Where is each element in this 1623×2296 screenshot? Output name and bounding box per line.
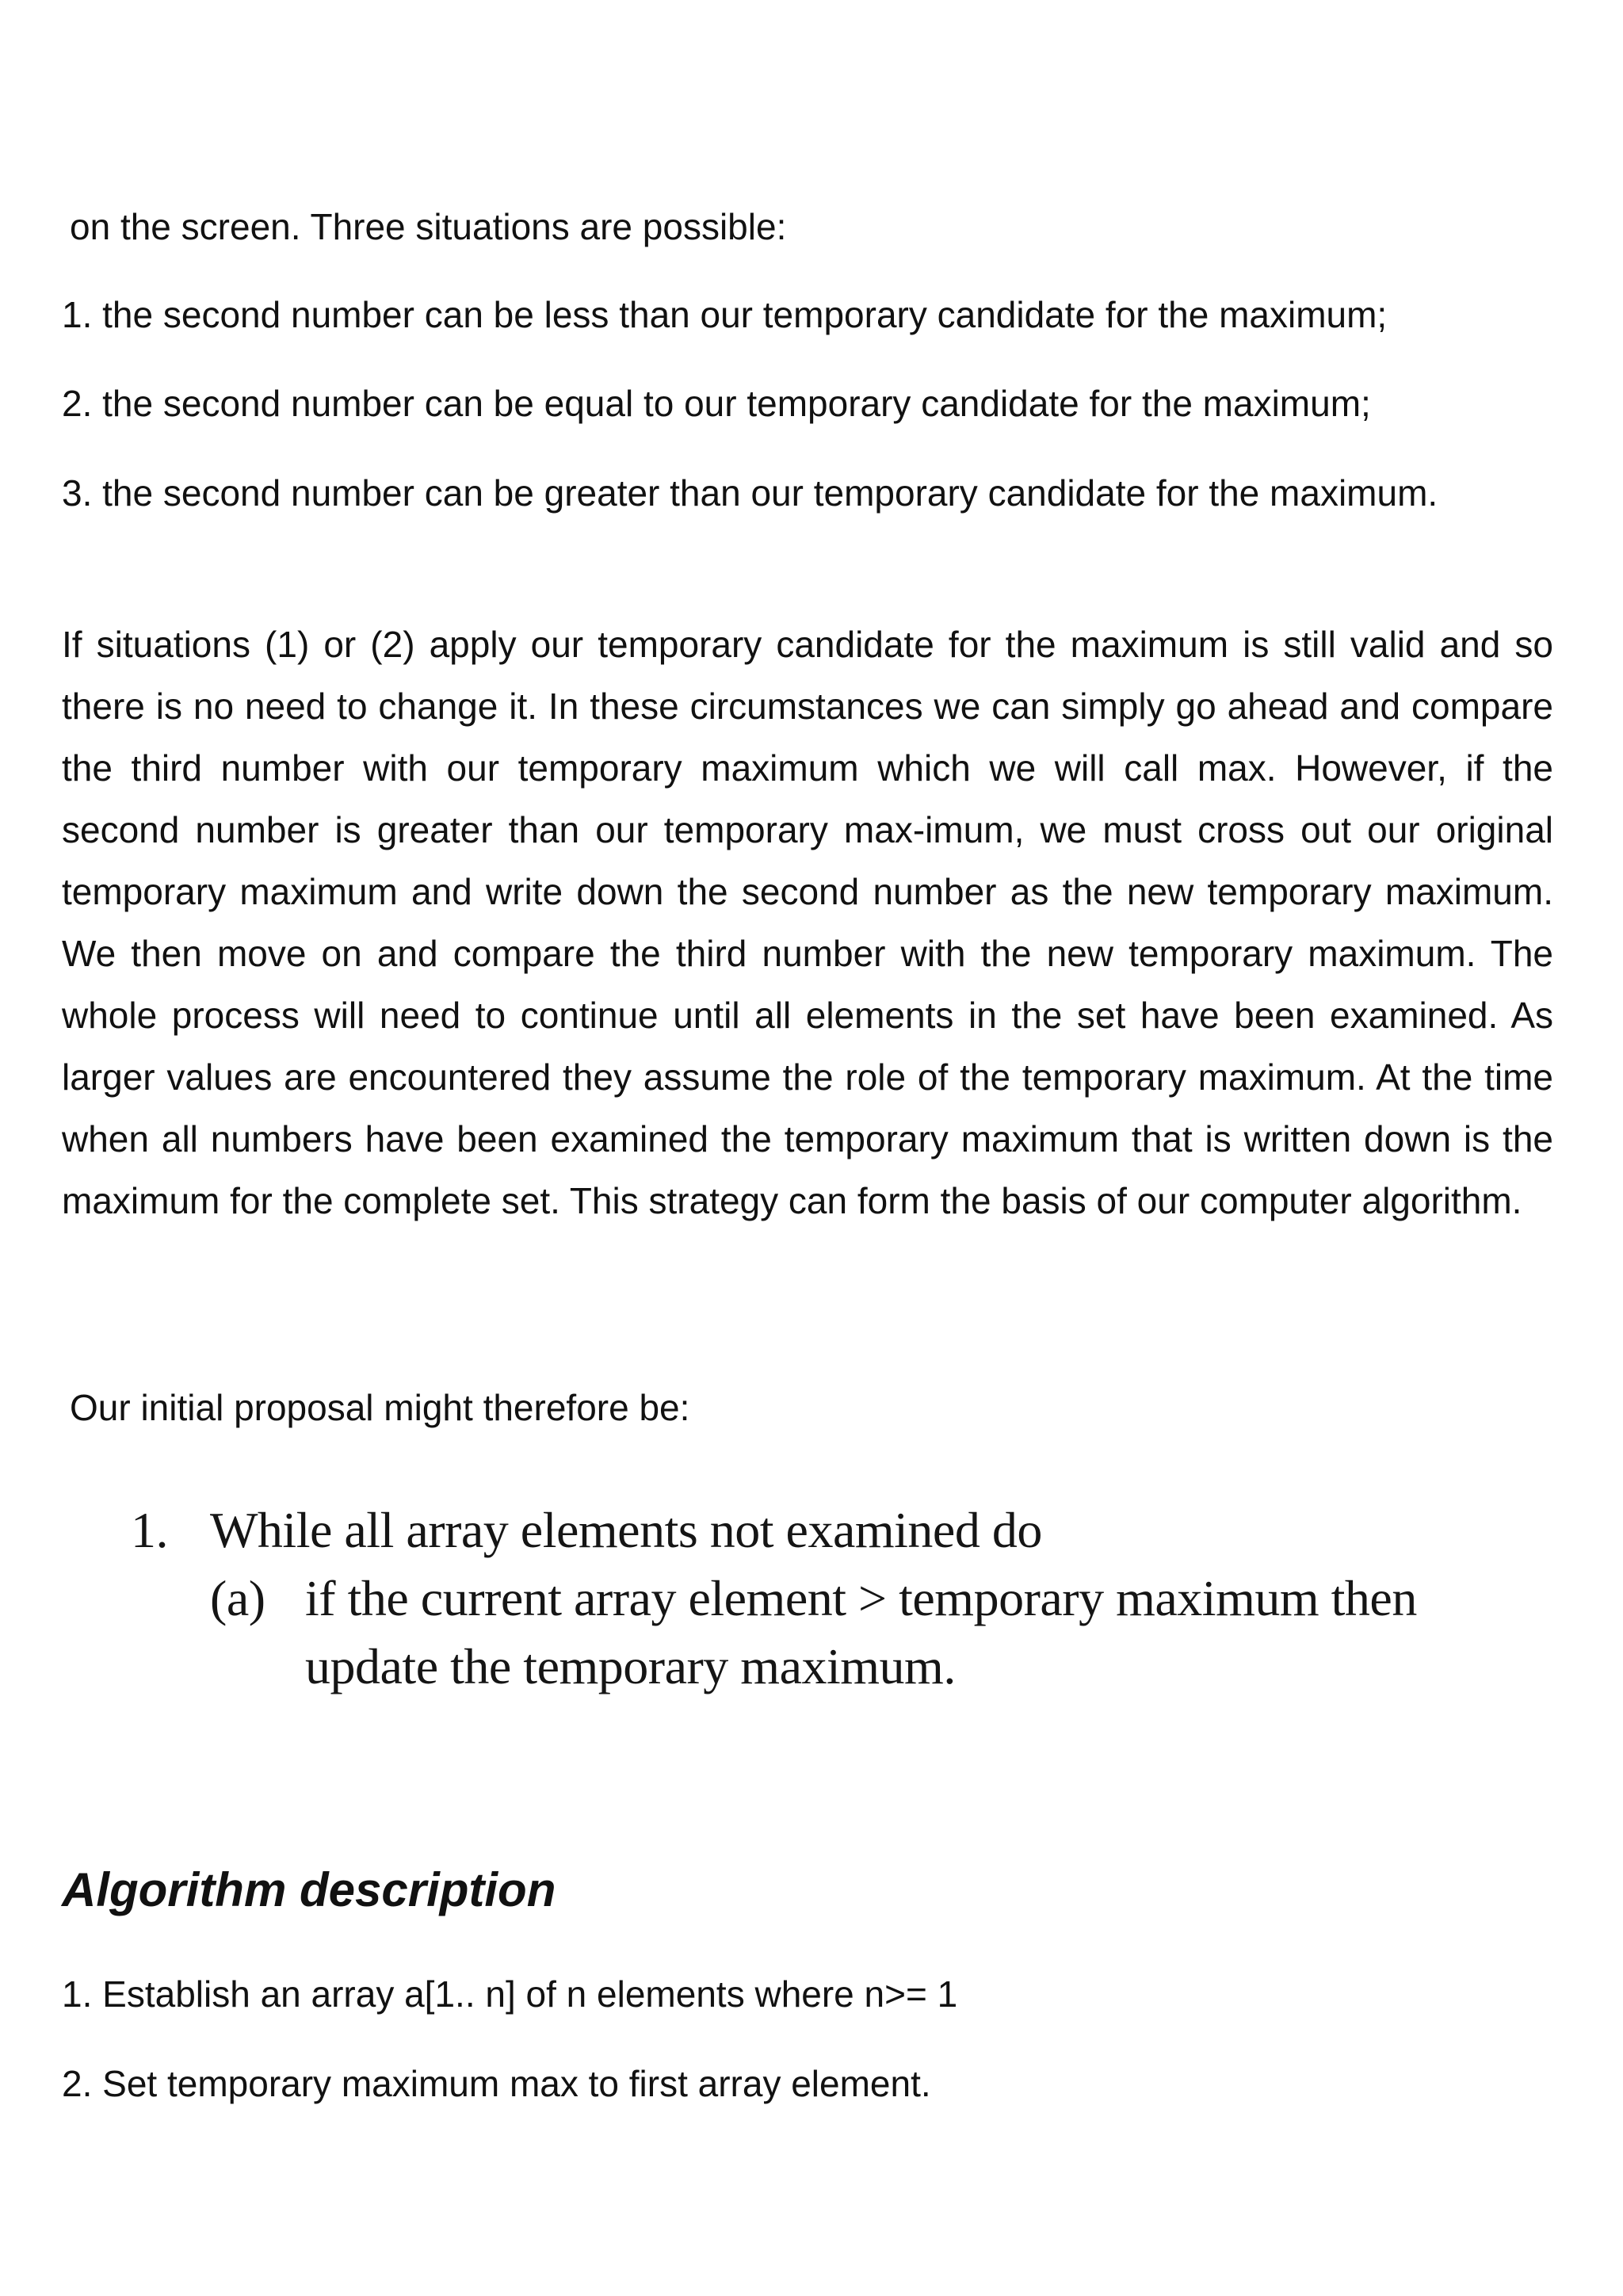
proposal-step-number: 1. (131, 1502, 168, 1558)
proposal-substep-a (131, 1564, 1478, 1633)
intro-line: on the screen. Three situations are possible: (70, 206, 787, 247)
proposal-substep-label: (a) (210, 1570, 265, 1626)
situation-1: 1. the second number can be less than our temporary candidate for the maximum; (62, 294, 1388, 335)
algorithm-step-1: 1. Establish an array a[1.. n] of n elements where n>= 1 (62, 1973, 958, 2015)
proposal-substep-text: if the current array element > temporary maximum then (305, 1570, 1417, 1626)
proposal-step-text: While all array elements not examined do (210, 1502, 1042, 1558)
main-paragraph: If situations (1) or (2) apply our temporary candidate for the maximum is still valid and so there is no need to change it. In these circumstances we can simply go ahead and compare the third number with our temporary maximum which we will call max. However, if the second number is greater than our temporary max-imum, we must cross out our original temporary maximum and write down the second number as the new temporary maximum. We then move on and compare the third number with the new temporary maximum. The whole process will need to continue until all elements in the set have been examined. As larger values are encountered they assume the role of the temporary maximum. At the time when all numbers have been examined the temporary maximum that is written down is the maximum for the complete set. This strategy can form the basis of our computer algorithm. (62, 624, 1553, 1221)
situation-3: 3. the second number can be greater than our temporary candidate for the maximum. (62, 472, 1438, 514)
proposal-substep-continuation: update the temporary maximum. (305, 1638, 956, 1694)
situation-2: 2. the second number can be equal to our temporary candidate for the maximum; (62, 383, 1371, 424)
proposal-algorithm (131, 1496, 1478, 1701)
section-heading: Algorithm description (62, 1863, 556, 1916)
algorithm-step-2: 2. Set temporary maximum max to first array element. (62, 2063, 931, 2104)
proposal-step-1 (131, 1496, 1478, 1564)
proposal-intro: Our initial proposal might therefore be: (70, 1387, 690, 1428)
